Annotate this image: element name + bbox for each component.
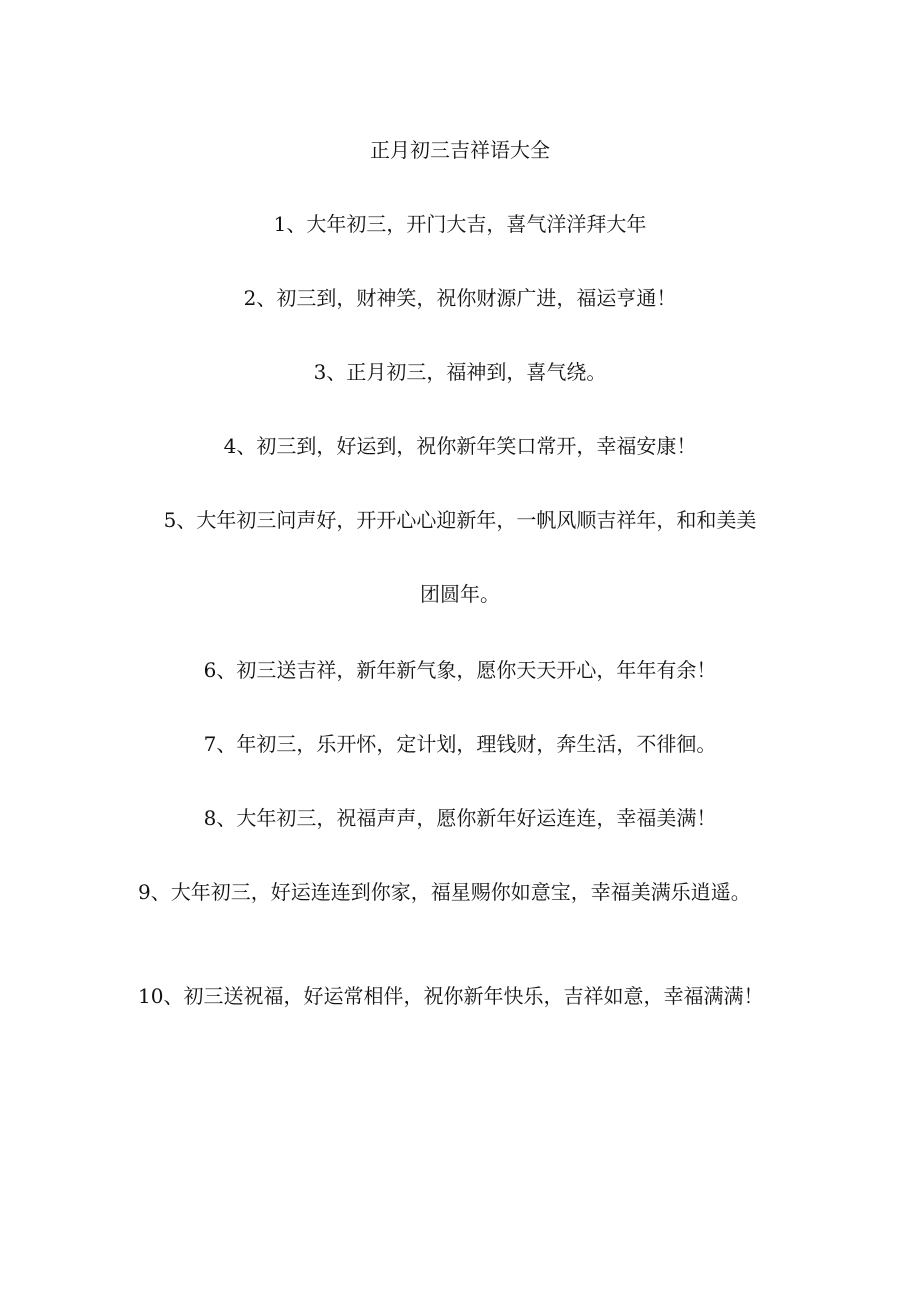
greeting-item-9: 9、大年初三，好运连连到你家，福星赐你如意宝，幸福美满乐逍遥。	[138, 880, 751, 904]
greeting-item-4: 4、初三到，好运到，祝你新年笑口常开，幸福安康！	[223, 434, 697, 458]
greeting-item-3: 3、正月初三，福神到，喜气绕。	[313, 360, 607, 384]
greeting-item-7: 7、年初三，乐开怀，定计划，理钱财，奔生活，不徘徊。	[203, 732, 717, 756]
greeting-item-5-line-2: 团圆年。	[420, 582, 500, 606]
greeting-item-8: 8、大年初三，祝福声声，愿你新年好运连连，幸福美满！	[203, 806, 717, 830]
greeting-item-10: 10、初三送祝福，好运常相伴，祝你新年快乐，吉祥如意，幸福满满！	[138, 984, 764, 1008]
greeting-item-6: 6、初三送吉祥，新年新气象，愿你天天开心，年年有余！	[203, 658, 717, 682]
greeting-item-5-line-1: 5、大年初三问声好，开开心心迎新年，一帆风顺吉祥年，和和美美	[163, 508, 757, 532]
greeting-item-2: 2、初三到，财神笑，祝你财源广进，福运亨通！	[243, 286, 677, 310]
greeting-item-1: 1、大年初三，开门大吉，喜气洋洋拜大年	[273, 212, 647, 236]
document-title: 正月初三吉祥语大全	[370, 138, 550, 162]
